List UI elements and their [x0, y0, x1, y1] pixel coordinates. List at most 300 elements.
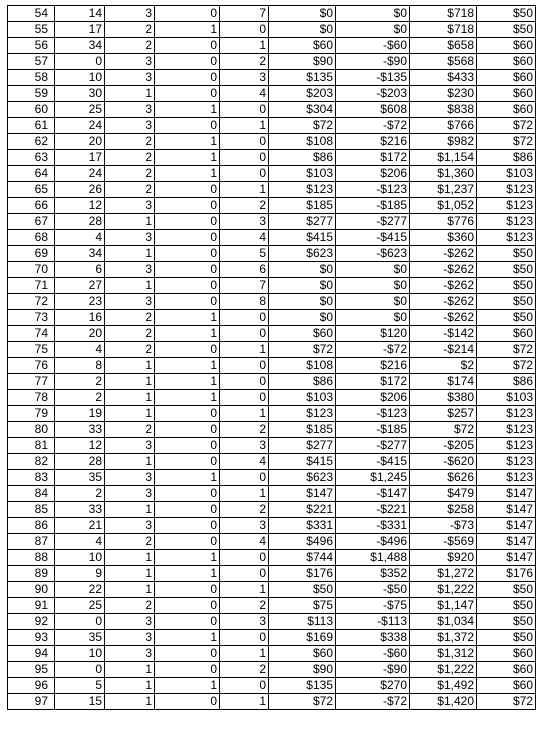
table-cell[interactable]: $123	[477, 214, 536, 230]
table-cell[interactable]: $123	[477, 422, 536, 438]
table-cell[interactable]: 1	[105, 502, 155, 518]
table-cell[interactable]: $258	[410, 502, 477, 518]
table-cell[interactable]: 1	[155, 678, 220, 694]
table-cell[interactable]: $123	[477, 454, 536, 470]
table-cell[interactable]: $0	[336, 278, 410, 294]
table-cell[interactable]: 0	[220, 102, 269, 118]
table-cell[interactable]: 1	[220, 486, 269, 502]
table-cell[interactable]: $1,222	[410, 662, 477, 678]
table-cell[interactable]: 0	[155, 86, 220, 102]
table-cell[interactable]: 2	[105, 422, 155, 438]
table-cell[interactable]: 0	[220, 326, 269, 342]
table-cell[interactable]: $147	[477, 534, 536, 550]
table-cell[interactable]: $50	[477, 294, 536, 310]
table-cell[interactable]: 8	[55, 358, 105, 374]
table-cell[interactable]: $0	[336, 310, 410, 326]
table-cell[interactable]: 4	[220, 86, 269, 102]
table-cell[interactable]: 4	[220, 230, 269, 246]
table-cell[interactable]: $50	[477, 614, 536, 630]
table-cell[interactable]: 3	[220, 438, 269, 454]
table-cell[interactable]: 1	[220, 118, 269, 134]
table-cell[interactable]: -$135	[336, 70, 410, 86]
table-cell[interactable]: 0	[220, 630, 269, 646]
table-cell[interactable]: $60	[477, 326, 536, 342]
table-cell[interactable]: 0	[220, 358, 269, 374]
table-cell[interactable]: $123	[477, 438, 536, 454]
table-cell[interactable]: 1	[105, 550, 155, 566]
table-cell[interactable]: $496	[269, 534, 336, 550]
table-cell[interactable]: $0	[336, 262, 410, 278]
table-cell[interactable]: 25	[55, 598, 105, 614]
table-cell[interactable]: 0	[155, 582, 220, 598]
table-cell[interactable]: 1	[220, 582, 269, 598]
table-cell[interactable]: 0	[220, 310, 269, 326]
table-cell[interactable]: $113	[269, 614, 336, 630]
table-cell[interactable]: 0	[220, 678, 269, 694]
table-cell[interactable]: 3	[105, 118, 155, 134]
table-cell[interactable]: $123	[477, 198, 536, 214]
table-cell[interactable]: $50	[477, 598, 536, 614]
table-cell[interactable]: 68	[8, 230, 55, 246]
table-cell[interactable]: 86	[8, 518, 55, 534]
table-cell[interactable]: 0	[220, 22, 269, 38]
table-cell[interactable]: $108	[269, 134, 336, 150]
table-cell[interactable]: -$90	[336, 662, 410, 678]
table-cell[interactable]: $206	[336, 166, 410, 182]
table-cell[interactable]: 30	[55, 86, 105, 102]
table-cell[interactable]: 93	[8, 630, 55, 646]
table-cell[interactable]: $1,360	[410, 166, 477, 182]
table-cell[interactable]: 1	[220, 182, 269, 198]
table-cell[interactable]: 78	[8, 390, 55, 406]
table-cell[interactable]: 97	[8, 694, 55, 710]
table-cell[interactable]: 0	[55, 614, 105, 630]
table-cell[interactable]: -$214	[410, 342, 477, 358]
table-cell[interactable]: $60	[477, 86, 536, 102]
table-cell[interactable]: 1	[155, 470, 220, 486]
table-cell[interactable]: 1	[220, 342, 269, 358]
table-cell[interactable]: 3	[105, 470, 155, 486]
table-cell[interactable]: 0	[220, 166, 269, 182]
table-cell[interactable]: 1	[155, 390, 220, 406]
table-cell[interactable]: 2	[220, 502, 269, 518]
table-cell[interactable]: $1,312	[410, 646, 477, 662]
table-cell[interactable]: -$262	[410, 310, 477, 326]
table-cell[interactable]: 0	[155, 422, 220, 438]
table-cell[interactable]: -$73	[410, 518, 477, 534]
table-cell[interactable]: $1,237	[410, 182, 477, 198]
table-cell[interactable]: -$262	[410, 246, 477, 262]
table-cell[interactable]: 33	[55, 422, 105, 438]
table-cell[interactable]: 2	[105, 342, 155, 358]
table-cell[interactable]: $86	[477, 374, 536, 390]
table-cell[interactable]: 1	[105, 358, 155, 374]
table-cell[interactable]: 0	[155, 230, 220, 246]
table-cell[interactable]: 72	[8, 294, 55, 310]
table-cell[interactable]: 3	[105, 294, 155, 310]
table-cell[interactable]: 1	[105, 246, 155, 262]
table-cell[interactable]: 24	[55, 166, 105, 182]
table-cell[interactable]: 84	[8, 486, 55, 502]
table-cell[interactable]: 69	[8, 246, 55, 262]
table-cell[interactable]: $72	[410, 422, 477, 438]
table-cell[interactable]: -$185	[336, 198, 410, 214]
table-cell[interactable]: $60	[477, 38, 536, 54]
table-cell[interactable]: 33	[55, 502, 105, 518]
table-cell[interactable]: 19	[55, 406, 105, 422]
table-cell[interactable]: -$221	[336, 502, 410, 518]
table-cell[interactable]: $50	[477, 22, 536, 38]
table-cell[interactable]: $1,420	[410, 694, 477, 710]
table-cell[interactable]: 1	[105, 390, 155, 406]
table-cell[interactable]: $433	[410, 70, 477, 86]
table-cell[interactable]: 67	[8, 214, 55, 230]
table-cell[interactable]: 63	[8, 150, 55, 166]
table-cell[interactable]: 1	[155, 166, 220, 182]
table-cell[interactable]: 0	[155, 294, 220, 310]
table-cell[interactable]: 54	[8, 6, 55, 22]
table-cell[interactable]: -$90	[336, 54, 410, 70]
table-cell[interactable]: $103	[477, 166, 536, 182]
table-cell[interactable]: $60	[269, 38, 336, 54]
table-cell[interactable]: -$262	[410, 294, 477, 310]
table-cell[interactable]: 2	[220, 662, 269, 678]
table-cell[interactable]: $72	[269, 694, 336, 710]
table-cell[interactable]: $415	[269, 454, 336, 470]
table-cell[interactable]: 94	[8, 646, 55, 662]
table-cell[interactable]: 0	[155, 54, 220, 70]
table-cell[interactable]: 57	[8, 54, 55, 70]
table-cell[interactable]: 0	[155, 246, 220, 262]
table-cell[interactable]: $0	[269, 22, 336, 38]
table-cell[interactable]: $72	[477, 358, 536, 374]
table-cell[interactable]: $185	[269, 198, 336, 214]
table-cell[interactable]: 9	[55, 566, 105, 582]
table-cell[interactable]: 3	[105, 54, 155, 70]
table-cell[interactable]: 88	[8, 550, 55, 566]
table-cell[interactable]: $50	[477, 630, 536, 646]
table-cell[interactable]: $123	[269, 182, 336, 198]
table-cell[interactable]: 83	[8, 470, 55, 486]
table-cell[interactable]: $90	[269, 662, 336, 678]
table-cell[interactable]: $1,147	[410, 598, 477, 614]
table-cell[interactable]: 10	[55, 646, 105, 662]
table-cell[interactable]: 4	[220, 534, 269, 550]
table-cell[interactable]: -$72	[336, 694, 410, 710]
table-cell[interactable]: 1	[220, 406, 269, 422]
table-cell[interactable]: -$262	[410, 278, 477, 294]
table-cell[interactable]: 0	[155, 598, 220, 614]
table-cell[interactable]: 20	[55, 326, 105, 342]
table-cell[interactable]: -$569	[410, 534, 477, 550]
table-cell[interactable]: $176	[477, 566, 536, 582]
table-cell[interactable]: 1	[155, 550, 220, 566]
table-cell[interactable]: 85	[8, 502, 55, 518]
table-cell[interactable]: 0	[155, 694, 220, 710]
table-cell[interactable]: $776	[410, 214, 477, 230]
table-cell[interactable]: 75	[8, 342, 55, 358]
table-cell[interactable]: $123	[269, 406, 336, 422]
table-cell[interactable]: $72	[477, 342, 536, 358]
table-cell[interactable]: 0	[155, 6, 220, 22]
table-cell[interactable]: 0	[155, 38, 220, 54]
table-cell[interactable]: 2	[105, 150, 155, 166]
table-cell[interactable]: -$277	[336, 214, 410, 230]
table-cell[interactable]: $2	[410, 358, 477, 374]
table-cell[interactable]: $60	[269, 646, 336, 662]
table-cell[interactable]: 0	[155, 342, 220, 358]
table-cell[interactable]: $838	[410, 102, 477, 118]
table-cell[interactable]: $270	[336, 678, 410, 694]
table-cell[interactable]: 1	[105, 662, 155, 678]
table-cell[interactable]: 2	[105, 310, 155, 326]
table-cell[interactable]: $0	[336, 294, 410, 310]
table-cell[interactable]: $108	[269, 358, 336, 374]
table-cell[interactable]: $86	[269, 374, 336, 390]
table-cell[interactable]: $172	[336, 374, 410, 390]
table-cell[interactable]: $75	[269, 598, 336, 614]
table-cell[interactable]: 3	[220, 70, 269, 86]
table-cell[interactable]: 10	[55, 70, 105, 86]
table-cell[interactable]: -$50	[336, 582, 410, 598]
table-cell[interactable]: $0	[269, 310, 336, 326]
table-cell[interactable]: 3	[105, 630, 155, 646]
table-cell[interactable]: -$185	[336, 422, 410, 438]
table-cell[interactable]: 58	[8, 70, 55, 86]
table-cell[interactable]: 6	[55, 262, 105, 278]
table-cell[interactable]: 1	[155, 150, 220, 166]
table-cell[interactable]: 96	[8, 678, 55, 694]
table-cell[interactable]: $1,034	[410, 614, 477, 630]
table-cell[interactable]: 3	[105, 198, 155, 214]
table-cell[interactable]: 1	[220, 694, 269, 710]
table-cell[interactable]: $257	[410, 406, 477, 422]
table-cell[interactable]: 1	[155, 326, 220, 342]
table-cell[interactable]: 1	[155, 310, 220, 326]
table-cell[interactable]: 26	[55, 182, 105, 198]
table-cell[interactable]: -$72	[336, 342, 410, 358]
table-cell[interactable]: $50	[477, 582, 536, 598]
table-cell[interactable]: 10	[55, 550, 105, 566]
table-cell[interactable]: 23	[55, 294, 105, 310]
table-cell[interactable]: $304	[269, 102, 336, 118]
table-cell[interactable]: 0	[220, 374, 269, 390]
table-cell[interactable]: $766	[410, 118, 477, 134]
table-cell[interactable]: $230	[410, 86, 477, 102]
table-cell[interactable]: 3	[220, 214, 269, 230]
table-cell[interactable]: 0	[220, 134, 269, 150]
table-cell[interactable]: 3	[105, 230, 155, 246]
table-cell[interactable]: $623	[269, 246, 336, 262]
table-cell[interactable]: 0	[155, 502, 220, 518]
table-cell[interactable]: 2	[55, 390, 105, 406]
table-cell[interactable]: $50	[269, 582, 336, 598]
table-cell[interactable]: $72	[269, 118, 336, 134]
table-cell[interactable]: $185	[269, 422, 336, 438]
table-cell[interactable]: 2	[105, 326, 155, 342]
table-cell[interactable]: $658	[410, 38, 477, 54]
table-cell[interactable]: 0	[155, 182, 220, 198]
table-cell[interactable]: $50	[477, 278, 536, 294]
table-cell[interactable]: 91	[8, 598, 55, 614]
table-cell[interactable]: $331	[269, 518, 336, 534]
table-cell[interactable]: $60	[477, 70, 536, 86]
table-cell[interactable]: $120	[336, 326, 410, 342]
table-cell[interactable]: $60	[477, 646, 536, 662]
table-cell[interactable]: $90	[269, 54, 336, 70]
table-cell[interactable]: 0	[155, 214, 220, 230]
table-cell[interactable]: 0	[220, 550, 269, 566]
table-cell[interactable]: 0	[155, 454, 220, 470]
table-cell[interactable]: 80	[8, 422, 55, 438]
table-cell[interactable]: $172	[336, 150, 410, 166]
table-cell[interactable]: 17	[55, 150, 105, 166]
table-cell[interactable]: 1	[155, 374, 220, 390]
table-cell[interactable]: 2	[55, 486, 105, 502]
table-cell[interactable]: 1	[220, 38, 269, 54]
table-cell[interactable]: 2	[220, 54, 269, 70]
table-cell[interactable]: 89	[8, 566, 55, 582]
table-cell[interactable]: $1,052	[410, 198, 477, 214]
table-cell[interactable]: 2	[105, 534, 155, 550]
table-cell[interactable]: 0	[155, 118, 220, 134]
table-cell[interactable]: 62	[8, 134, 55, 150]
table-cell[interactable]: $60	[477, 54, 536, 70]
table-cell[interactable]: 34	[55, 246, 105, 262]
table-cell[interactable]: $216	[336, 134, 410, 150]
table-cell[interactable]: $380	[410, 390, 477, 406]
table-cell[interactable]: 74	[8, 326, 55, 342]
table-cell[interactable]: 2	[105, 598, 155, 614]
table-cell[interactable]: 82	[8, 454, 55, 470]
table-cell[interactable]: $1,488	[336, 550, 410, 566]
table-cell[interactable]: 3	[105, 6, 155, 22]
table-cell[interactable]: $123	[477, 470, 536, 486]
table-cell[interactable]: 0	[155, 614, 220, 630]
table-cell[interactable]: 1	[105, 454, 155, 470]
table-cell[interactable]: 0	[155, 486, 220, 502]
table-cell[interactable]: $123	[477, 406, 536, 422]
table-cell[interactable]: 2	[55, 374, 105, 390]
table-cell[interactable]: $135	[269, 70, 336, 86]
table-cell[interactable]: 95	[8, 662, 55, 678]
table-cell[interactable]: 12	[55, 438, 105, 454]
table-cell[interactable]: 1	[155, 630, 220, 646]
table-cell[interactable]: 2	[105, 22, 155, 38]
table-cell[interactable]: 3	[105, 438, 155, 454]
table-cell[interactable]: 2	[220, 422, 269, 438]
table-cell[interactable]: $216	[336, 358, 410, 374]
table-cell[interactable]: $123	[477, 182, 536, 198]
table-cell[interactable]: $338	[336, 630, 410, 646]
table-cell[interactable]: $982	[410, 134, 477, 150]
table-cell[interactable]: -$142	[410, 326, 477, 342]
table-cell[interactable]: 0	[220, 150, 269, 166]
table-cell[interactable]: 1	[155, 134, 220, 150]
table-cell[interactable]: $203	[269, 86, 336, 102]
table-cell[interactable]: 73	[8, 310, 55, 326]
table-cell[interactable]: $174	[410, 374, 477, 390]
table-cell[interactable]: 34	[55, 38, 105, 54]
table-cell[interactable]: $718	[410, 6, 477, 22]
table-cell[interactable]: 3	[105, 614, 155, 630]
table-cell[interactable]: 71	[8, 278, 55, 294]
table-cell[interactable]: 56	[8, 38, 55, 54]
table-cell[interactable]: 17	[55, 22, 105, 38]
table-cell[interactable]: 24	[55, 118, 105, 134]
table-cell[interactable]: 87	[8, 534, 55, 550]
table-cell[interactable]: $744	[269, 550, 336, 566]
table-cell[interactable]: 2	[105, 38, 155, 54]
table-cell[interactable]: $206	[336, 390, 410, 406]
table-cell[interactable]: $50	[477, 310, 536, 326]
table-cell[interactable]: 4	[220, 454, 269, 470]
table-cell[interactable]: $176	[269, 566, 336, 582]
table-cell[interactable]: $0	[336, 22, 410, 38]
table-cell[interactable]: -$205	[410, 438, 477, 454]
table-cell[interactable]: $72	[477, 118, 536, 134]
table-cell[interactable]: 25	[55, 102, 105, 118]
table-cell[interactable]: $0	[269, 278, 336, 294]
table-cell[interactable]: 3	[220, 518, 269, 534]
table-cell[interactable]: 15	[55, 694, 105, 710]
table-cell[interactable]: 3	[220, 614, 269, 630]
table-cell[interactable]: 0	[220, 470, 269, 486]
table-cell[interactable]: 1	[220, 646, 269, 662]
table-cell[interactable]: 65	[8, 182, 55, 198]
table-cell[interactable]: $50	[477, 262, 536, 278]
table-cell[interactable]: 14	[55, 6, 105, 22]
table-cell[interactable]: 0	[155, 262, 220, 278]
table-cell[interactable]: -$60	[336, 646, 410, 662]
table-cell[interactable]: -$262	[410, 262, 477, 278]
table-cell[interactable]: 28	[55, 214, 105, 230]
table-cell[interactable]: -$331	[336, 518, 410, 534]
table-cell[interactable]: 1	[105, 582, 155, 598]
table-cell[interactable]: 7	[220, 278, 269, 294]
table-cell[interactable]: -$75	[336, 598, 410, 614]
table-cell[interactable]: 64	[8, 166, 55, 182]
table-cell[interactable]: 0	[155, 438, 220, 454]
table-cell[interactable]: 0	[220, 566, 269, 582]
table-cell[interactable]: -$113	[336, 614, 410, 630]
table-cell[interactable]: $1,245	[336, 470, 410, 486]
table-cell[interactable]: 0	[155, 518, 220, 534]
table-cell[interactable]: 1	[105, 214, 155, 230]
table-cell[interactable]: -$72	[336, 118, 410, 134]
table-cell[interactable]: 1	[105, 678, 155, 694]
table-cell[interactable]: $1,272	[410, 566, 477, 582]
table-cell[interactable]: 0	[155, 198, 220, 214]
table-cell[interactable]: $103	[269, 166, 336, 182]
table-cell[interactable]: $72	[269, 342, 336, 358]
table-cell[interactable]: $1,154	[410, 150, 477, 166]
table-cell[interactable]: 1	[105, 694, 155, 710]
table-cell[interactable]: 3	[105, 486, 155, 502]
table-cell[interactable]: 8	[220, 294, 269, 310]
table-cell[interactable]: 1	[105, 406, 155, 422]
table-cell[interactable]: $60	[477, 102, 536, 118]
table-cell[interactable]: 0	[155, 646, 220, 662]
table-cell[interactable]: 60	[8, 102, 55, 118]
table-cell[interactable]: 0	[155, 406, 220, 422]
table-cell[interactable]: 1	[155, 358, 220, 374]
table-cell[interactable]: 4	[55, 342, 105, 358]
table-cell[interactable]: -$415	[336, 454, 410, 470]
table-cell[interactable]: $0	[269, 294, 336, 310]
table-cell[interactable]: 20	[55, 134, 105, 150]
table-cell[interactable]: 27	[55, 278, 105, 294]
